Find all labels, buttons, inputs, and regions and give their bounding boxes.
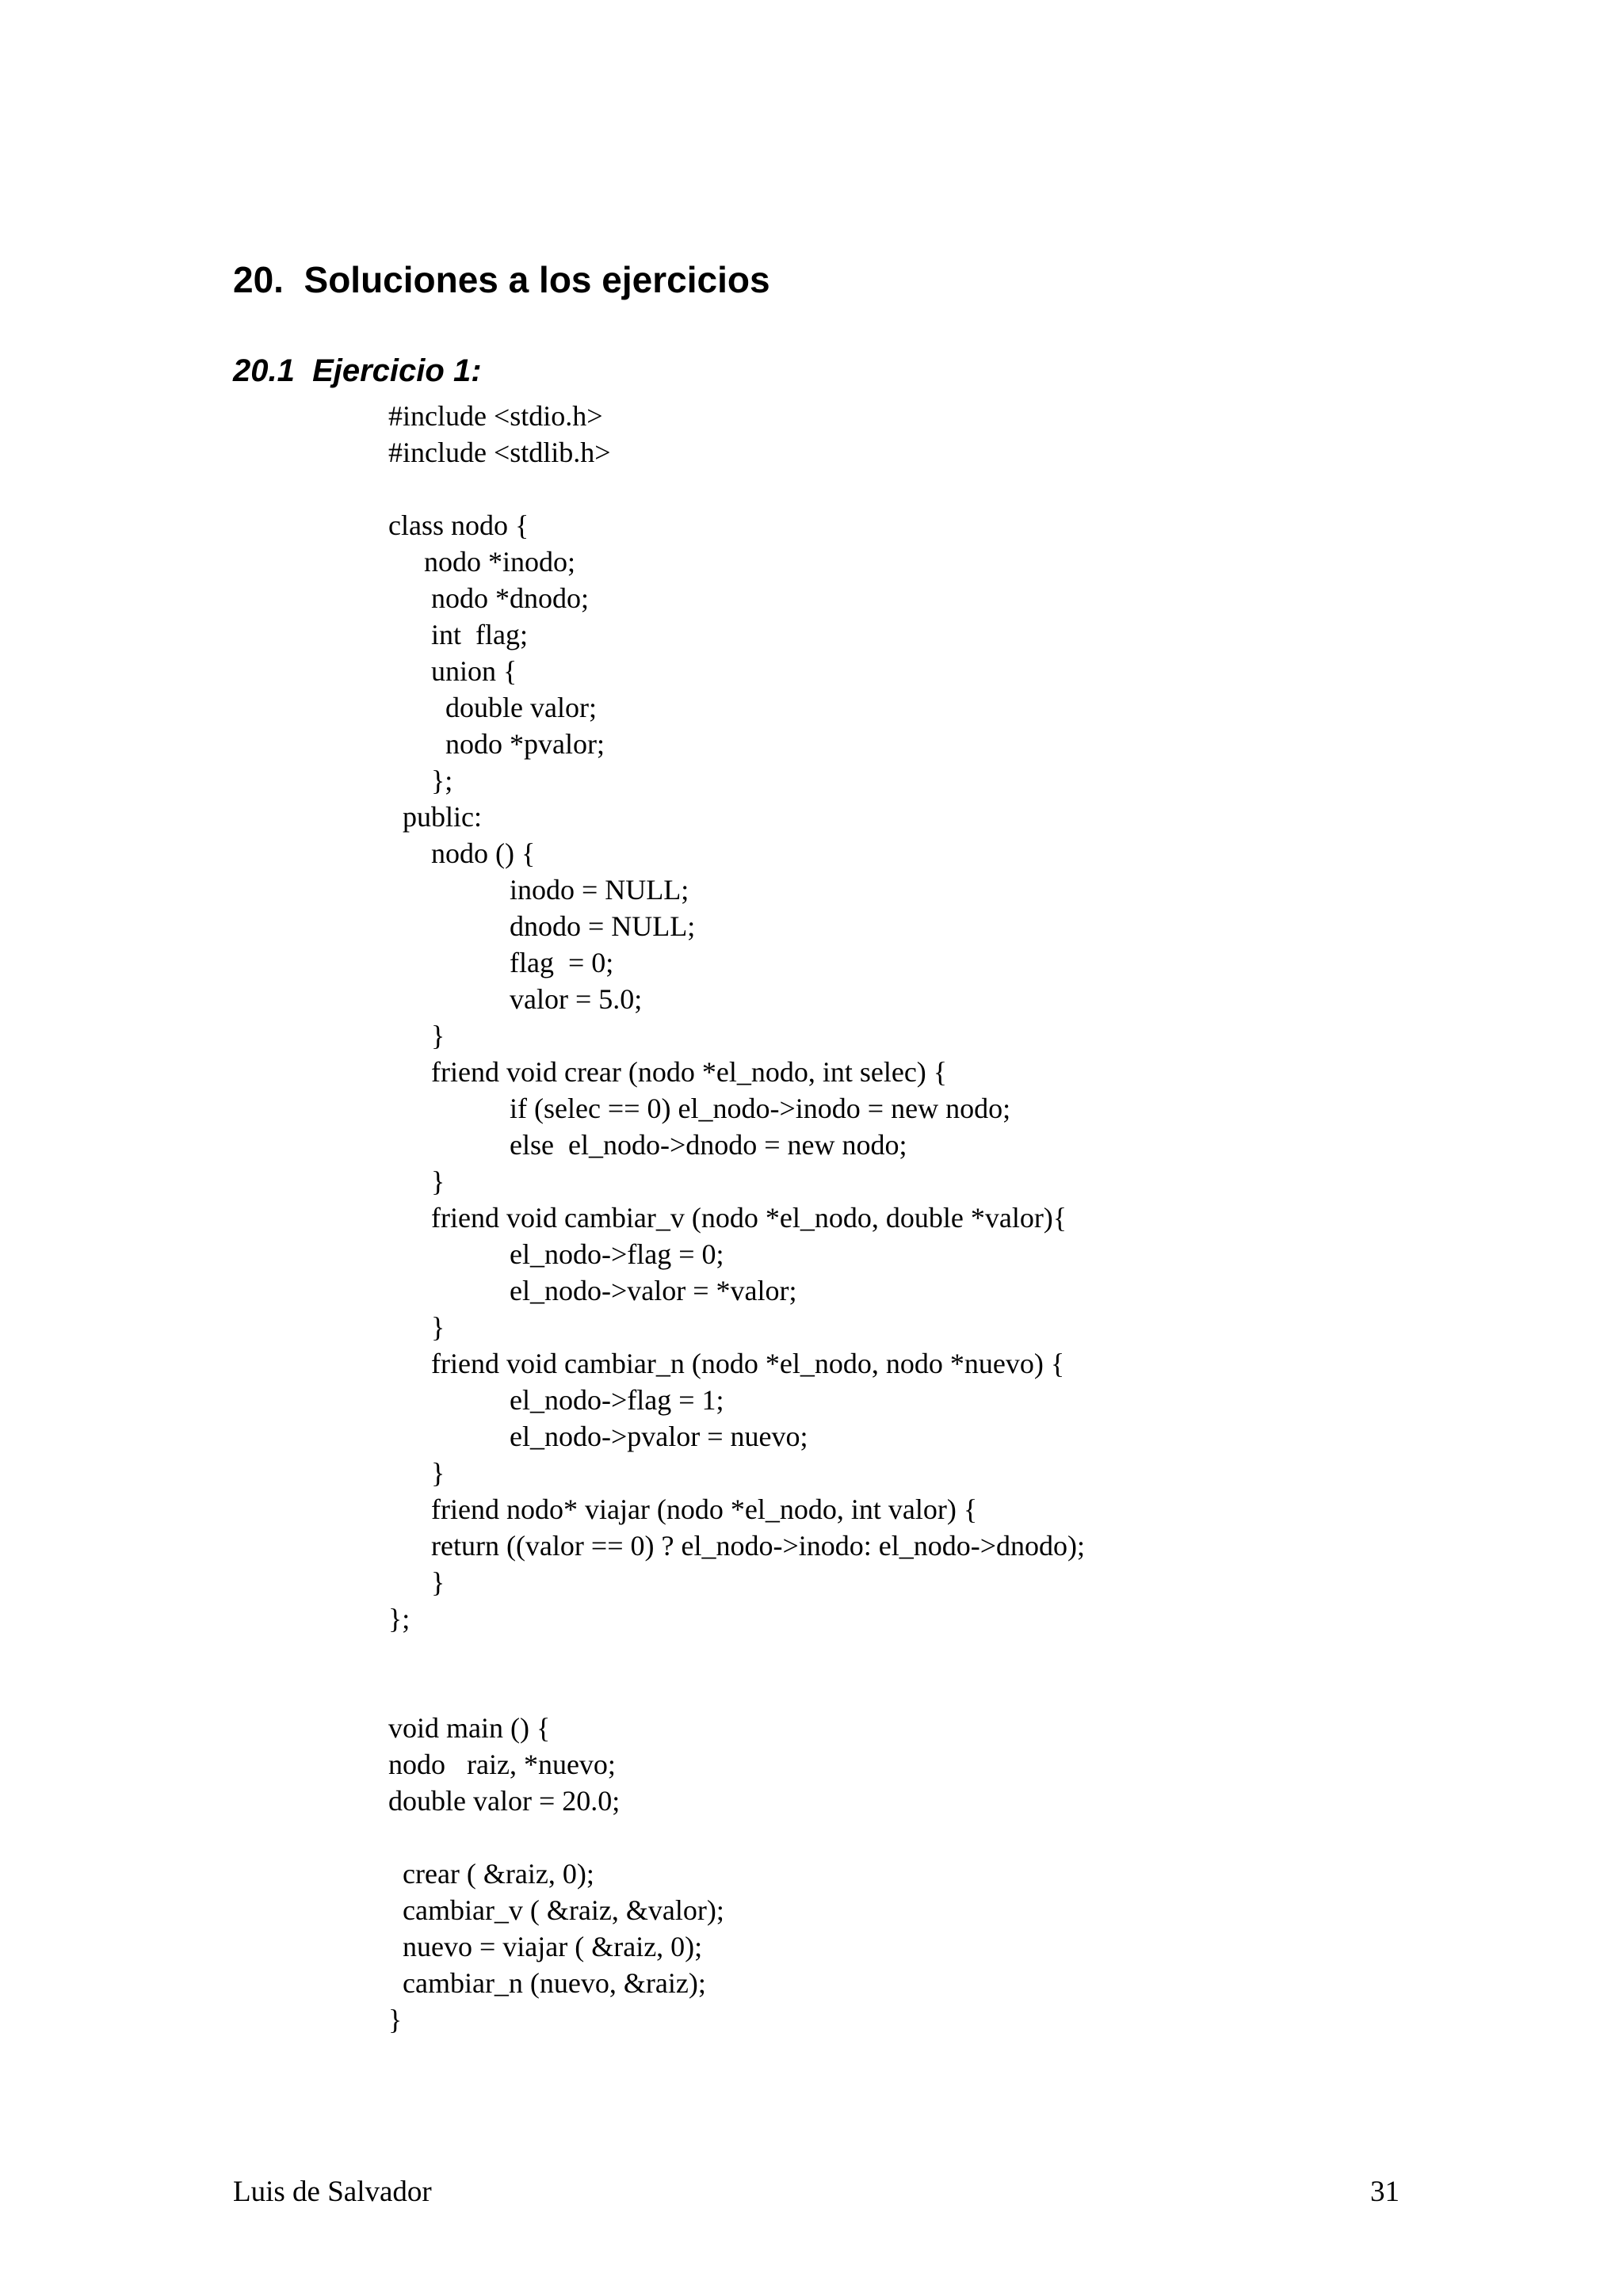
code-line: flag = 0; (388, 947, 614, 978)
code-line: else el_nodo->dnodo = new nodo; (388, 1129, 907, 1161)
code-line: return ((valor == 0) ? el_nodo->inodo: el_nodo->dnodo); (388, 1530, 1086, 1562)
code-line: cambiar_n (nuevo, &raiz); (388, 1967, 706, 1999)
code-line: }; (388, 765, 453, 796)
code-line: } (388, 1457, 445, 1489)
code-line: double valor; (388, 692, 597, 723)
code-line (388, 471, 1085, 507)
code-line: } (388, 1311, 445, 1343)
code-line: dnodo = NULL; (388, 910, 696, 942)
page-number: 31 (1370, 2176, 1400, 2208)
code-line: el_nodo->pvalor = nuevo; (388, 1421, 808, 1452)
code-line: union { (388, 655, 517, 687)
code-line: double valor = 20.0; (388, 1785, 621, 1817)
code-line: el_nodo->flag = 0; (388, 1238, 724, 1270)
code-line: nuevo = viajar ( &raiz, 0); (388, 1931, 703, 1962)
code-line (388, 1673, 1085, 1710)
code-line: } (388, 1165, 445, 1197)
code-line (388, 1637, 1085, 1673)
code-line: if (selec == 0) el_nodo->inodo = new nodo; (388, 1093, 1011, 1124)
code-line: inodo = NULL; (388, 874, 689, 906)
code-line: friend void cambiar_v (nodo *el_nodo, double *valor){ (388, 1202, 1067, 1234)
code-line: } (388, 2004, 403, 2035)
section-title: 20.1 Ejercicio 1: (233, 353, 482, 388)
code-line: nodo raiz, *nuevo; (388, 1749, 616, 1780)
code-line: friend nodo* viajar (nodo *el_nodo, int valor) { (388, 1493, 978, 1525)
code-line: } (388, 1020, 445, 1051)
code-line: int flag; (388, 619, 528, 650)
code-line: el_nodo->valor = *valor; (388, 1275, 797, 1306)
code-line: public: (388, 801, 482, 833)
code-line: nodo *inodo; (388, 546, 576, 578)
code-line: friend void cambiar_n (nodo *el_nodo, nodo *nuevo) { (388, 1348, 1065, 1379)
code-line: crear ( &raiz, 0); (388, 1858, 594, 1890)
code-line (388, 1819, 1085, 1855)
code-line: } (388, 1566, 445, 1598)
chapter-title: 20. Soluciones a los ejercicios (233, 259, 770, 300)
code-line: nodo *pvalor; (388, 728, 605, 760)
code-line: friend void crear (nodo *el_nodo, int selec) { (388, 1056, 948, 1088)
code-line: nodo () { (388, 837, 536, 869)
code-line: class nodo { (388, 509, 529, 541)
code-line: #include <stdio.h> (388, 400, 603, 432)
code-line: void main () { (388, 1712, 551, 1744)
footer-author: Luis de Salvador (233, 2176, 432, 2208)
code-line: el_nodo->flag = 1; (388, 1384, 724, 1416)
code-listing (388, 398, 1085, 2038)
code-line: }; (388, 1603, 411, 1634)
code-line: valor = 5.0; (388, 983, 643, 1015)
code-line: cambiar_v ( &raiz, &valor); (388, 1894, 724, 1926)
code-line: nodo *dnodo; (388, 582, 590, 614)
code-line: #include <stdlib.h> (388, 437, 611, 468)
